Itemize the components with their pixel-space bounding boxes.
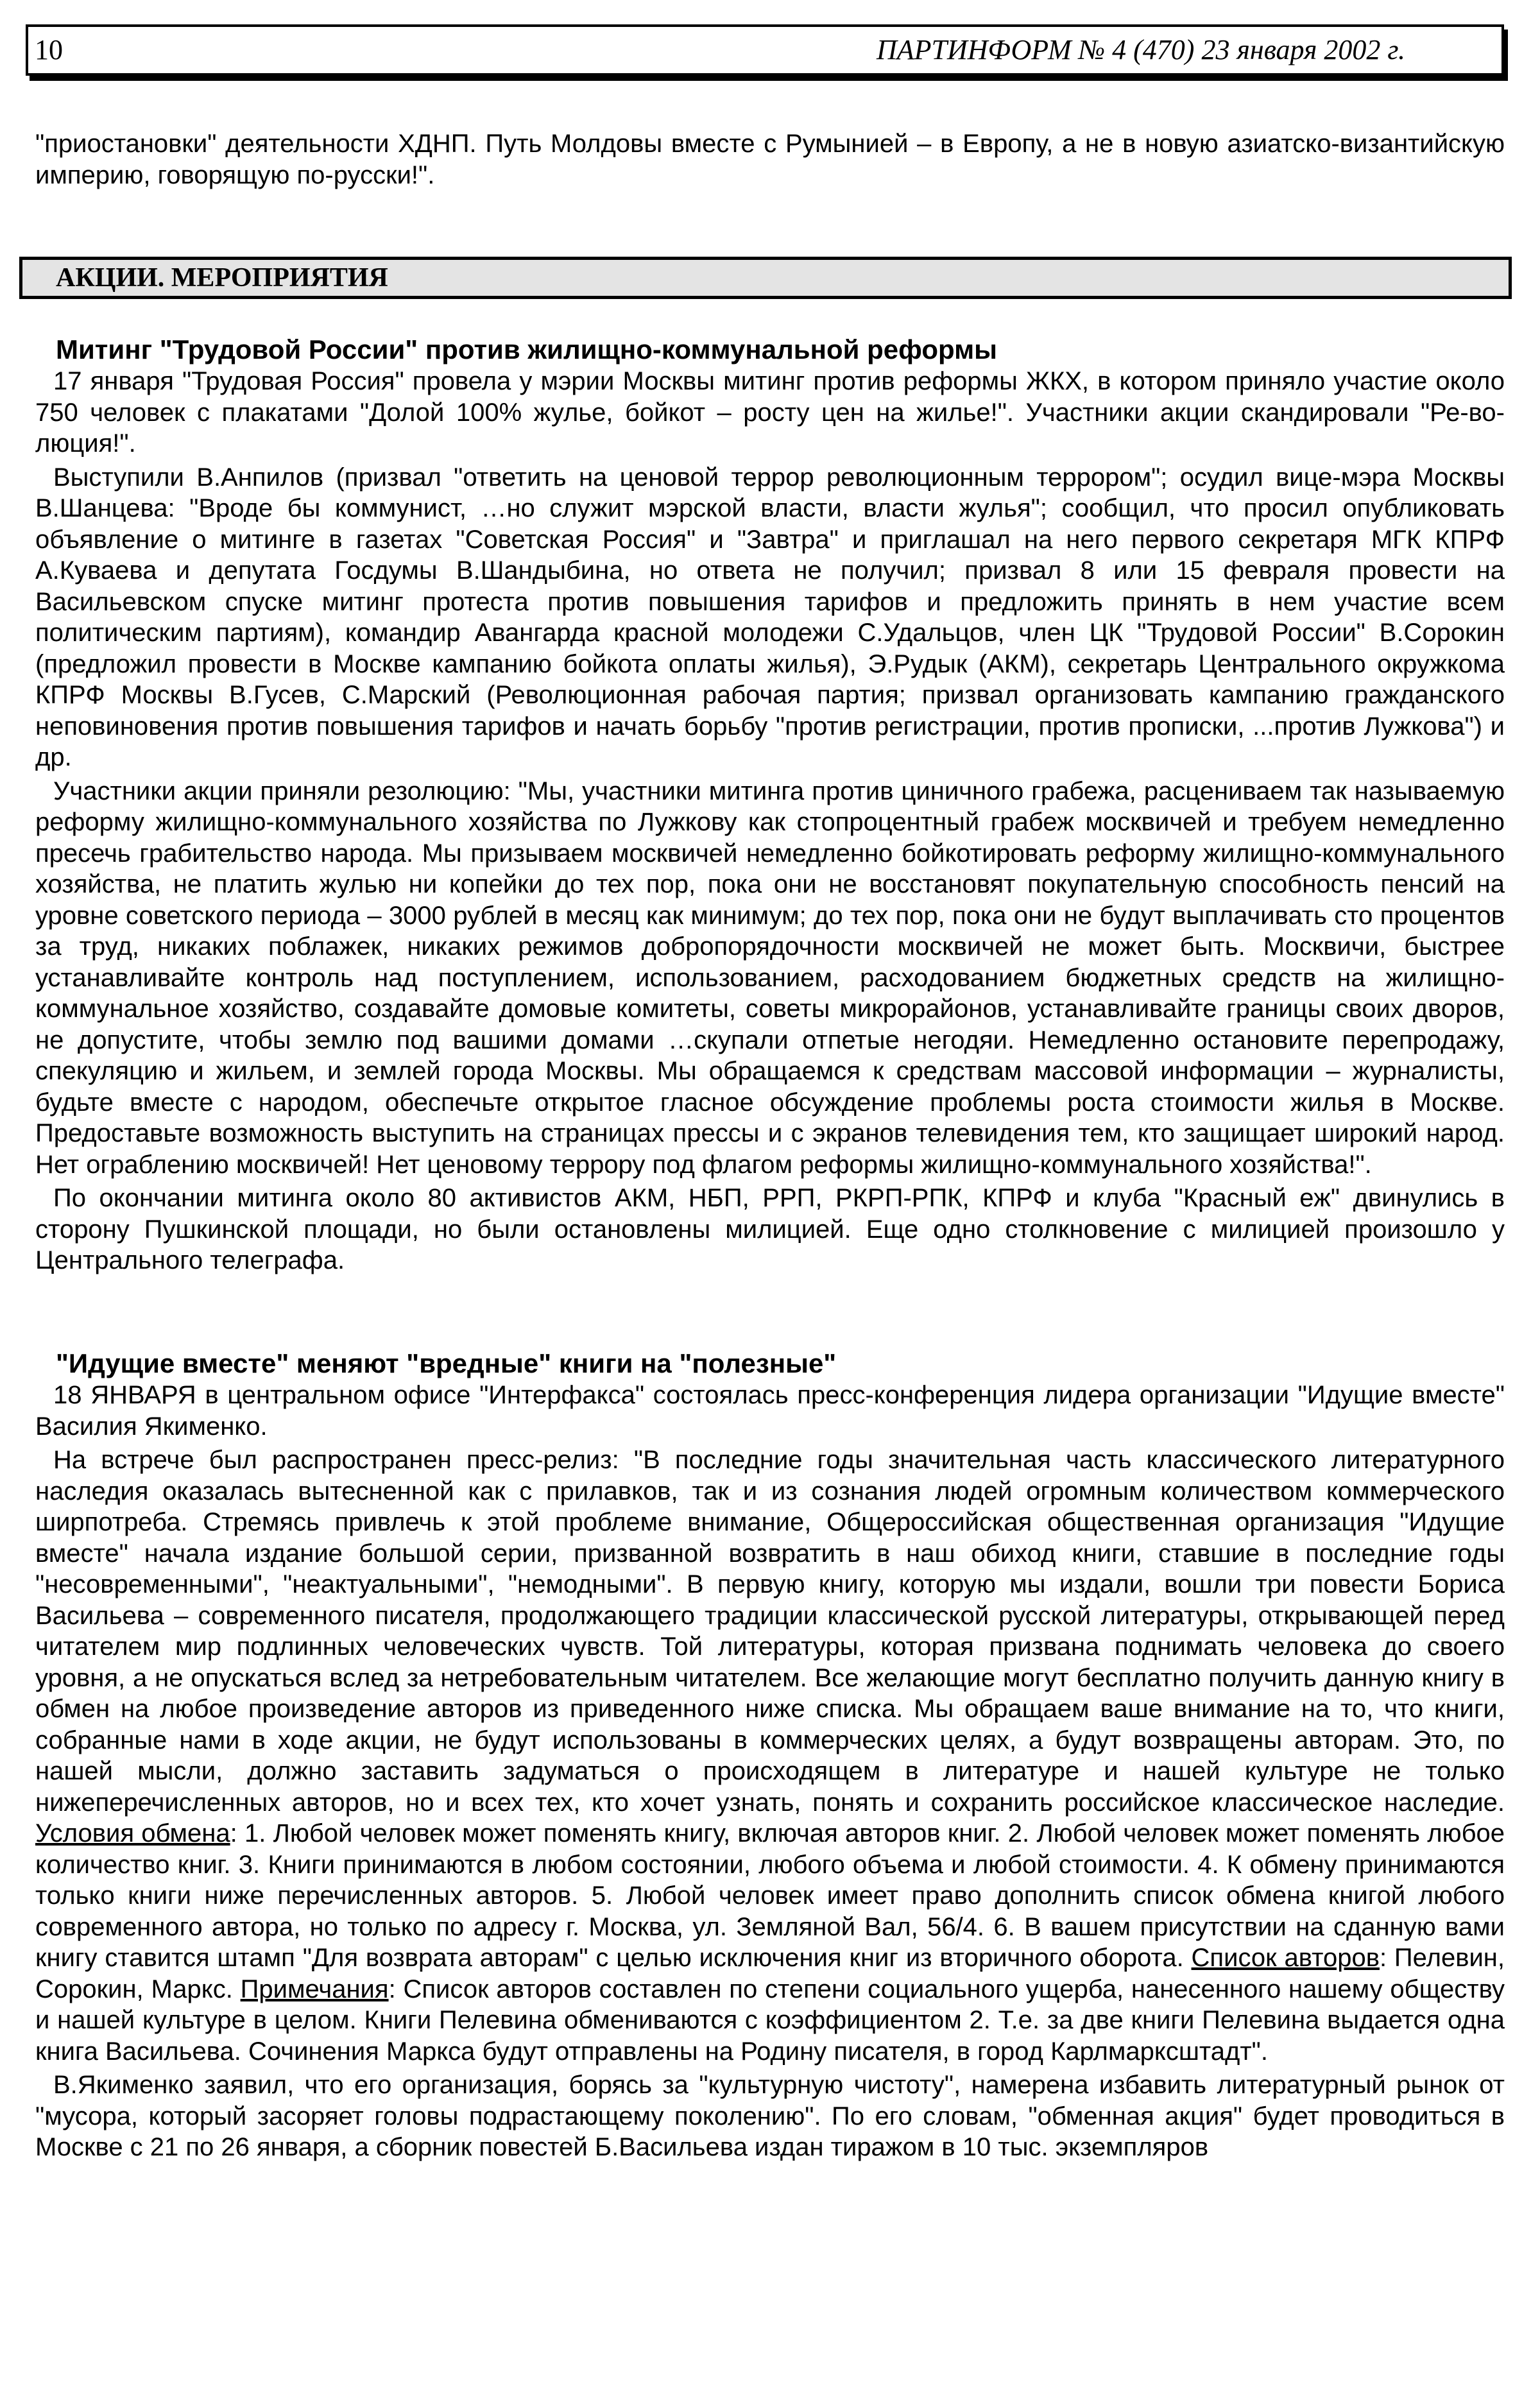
text-segment: На встрече был распространен пресс-релиз: "В последние годы значительная часть классического литературного наследия оказалась вытесненной как с прилавков, так и из сознания людей огромным количеством коммерческого ширпотреба. Стремясь привлечь к этой проблеме внимание, Общероссийская общественная организация "Идущие вместе" начала издание большой серии, призванной возвратить в наш обиход книги, ставшие в последние годы "несовременными", "неактуальными", "немодными". В первую книгу, которую мы издали, вошли три повести Бориса Васильева – современного писателя, продолжающего традиции классической русской литературы, открывающей перед читателем мир подлинных человеческих чувств. Той литературы, которая призвана поднимать человека до своего уровня, а не опускаться вслед за нетребовательным читателем. Все желающие могут бесплатно получить данную книгу в обмен на любое произведение авторов из приведенного ниже списка. Мы обращаем ваше внимание на то, что книги, собранные нами в ходе акции, не будут использованы в коммерческих целях, а будут возвращены авторам. Это, по нашей мысли, должно заставить задуматься о происходящем в литературе и нашей культуре не только нижеперечисленных авторов, но и всех тех, кто хочет узнать, понять и сохранить российское классическое наследие. xyxy=(35,1446,1505,1817)
paragraph: Участники акции приняли резолюцию: "Мы, участники митинга против циничного грабежа, расцениваем так называемую реформу жилищно-коммунального хозяйства по Лужкову как стопроцентный грабеж москвичей и требуем немедленно пресечь грабительство народа. Мы призываем москвичей немедленно бойкотировать реформу жилищно-коммунального хозяйства, не платить жулью ни копейки до тех пор, пока они не восстановят покупательную способность пенсий на уровне советского периода – 3000 рублей в месяц как минимум; до тех пор, пока они не будут выплачивать сто процентов за труд, никаких поблажек, никаких режимов добропорядочности москвичей не может быть. Москвичи, быстрее устанавливайте контроль над поступлением, использованием, расходованием бюджетных средств на жилищно-коммунальное хозяйство, создавайте домовые комитеты, советы микрорайонов, устанавливайте границы своих дворов, не допустите, чтобы землю под вашими домами …скупали отпетые негодяи. Немедленно остановите перепродажу, спекуляцию и жильем, и землей города Москвы. Мы обращаемся к средствам массовой информации – журналисты, будьте вместе с народом, обеспечьте открытое гласное обсуждение проблемы роста стоимости жилья в Москве. Предоставьте возможность выступить на страницах прессы и с экранов телевидения тем, кто защищает широкий народ. Нет ограблению москвичей! Нет ценовому террору под флагом реформы жилищно-коммунального хозяйства!". xyxy=(35,776,1505,1179)
section-title: АКЦИИ. МЕРОПРИЯТИЯ xyxy=(56,263,388,293)
article-title: "Идущие вместе" меняют "вредные" книги на "полезные" xyxy=(56,1348,837,1378)
text-segment: : 1. Любой человек может поменять книгу, включая авторов книг. 2. Любой человек может поменять любое количество книг. 3. Книги принимаются в любом состоянии, любого объема и любой стоимости. 4. К обмену принимаются только книги ниже перечисленных авторов. 5. Любой человек имеет право дополнить список обмена книгой любого современного автора, но только по адресу г. Москва, ул. Земляной Вал, 56/4. 6. В вашем присутствии на сданную вами книгу ставится штамп "Для возврата авторам" с целью исключения книг из вторичного оборота. xyxy=(35,1819,1505,1972)
article-idushchie-vmeste xyxy=(35,1348,1505,2166)
publication-title: ПАРТИНФОРМ № 4 (470) 23 января 2002 г. xyxy=(876,34,1405,65)
paragraph: 17 января "Трудовая Россия" провела у мэрии Москвы митинг против реформы ЖКХ, в котором приняло участие около 750 человек с плакатами "Долой 100% жулье, бойкот – росту цен на жилье!". Участники акции скандировали "Ре-во-люция!". xyxy=(35,367,1505,458)
page-number: 10 xyxy=(35,34,63,65)
paragraph: В.Якименко заявил, что его организация, борясь за "культурную чистоту", намерена избавить литературный рынок от "мусора, который засоряет головы подрастающему поколению". По его словам, "обменная акция" будет проводиться в Москве с 21 по 26 января, а сборник повестей Б.Васильева издан тиражом в 10 тыс. экземпляров xyxy=(35,2071,1505,2161)
article-title: Митинг "Трудовой России" против жилищно-коммунальной реформы xyxy=(56,334,998,364)
section-banner xyxy=(19,257,1512,299)
underlined-term: Условия обмена xyxy=(35,1819,230,1847)
article-trudovaya-rossiya xyxy=(35,334,1505,1279)
text-segment: : Список авторов составлен по степени социального ущерба, нанесенного нашему обществу и нашей культуре в целом. Книги Пелевина обмениваются с коэффициентом 2. Т.е. за две книги Пелевина выдается одна книга Васильева. Сочинения Маркса будут отправлены на Родину писателя, в город Карлмарксштадт". xyxy=(35,1975,1505,2066)
paragraph xyxy=(35,1444,1505,2067)
underlined-term: Список авторов xyxy=(1191,1944,1380,1972)
paragraph: Выступили В.Анпилов (призвал "ответить на ценовой террор революционным террором"; осудил вице-мэра Москвы В.Шанцева: "Вроде бы коммунист, …но служит мэрской власти, власти жулья"; сообщил, что просил опубликовать объявление о митинге в газетах "Советская Россия" и "Завтра" и приглашал на него первого секретаря МГК КПРФ А.Куваева и депутата Госдумы В.Шандыбина, но ответа не получил; призвал 8 или 15 февраля провести на Васильевском спуске митинг протеста против повышения тарифов и предложить принять в нем участие всем политическим партиям), командир Авангарда красной молодежи С.Удальцов, член ЦК "Трудовой России" В.Сорокин (предложил провести в Москве кампанию бойкота оплаты жилья), Э.Рудык (АКМ), секретарь Центрального окружкома КПРФ Москвы В.Гусев, С.Марский (Революционная рабочая партия; призвал организовать кампанию гражданского неповиновения против повышения тарифов и начать борьбу "против регистрации, против прописки, ...против Лужкова") и др. xyxy=(35,463,1505,771)
paragraph: По окончании митинга около 80 активистов АКМ, НБП, РРП, РКРП-РПК, КПРФ и клуба "Красный еж" двинулись в сторону Пушкинской площади, но были остановлены милицией. Еще одно столкновение с милицией произошло у Центрального телеграфа. xyxy=(35,1184,1505,1274)
intro-paragraph: "приостановки" деятельности ХДНП. Путь Молдовы вместе с Румынией – в Европу, а не в новую азиатско-византийскую империю, говорящую по-русски!". xyxy=(35,130,1505,189)
paragraph: 18 ЯНВАРЯ в центральном офисе "Интерфакса" состоялась пресс-конференция лидера организации "Идущие вместе" Василия Якименко. xyxy=(35,1381,1505,1441)
underlined-term: Примечания xyxy=(240,1975,389,2003)
text-segment: : Пелевин, Сорокин, Маркс. xyxy=(35,1944,1505,2003)
page-header xyxy=(26,24,1504,76)
